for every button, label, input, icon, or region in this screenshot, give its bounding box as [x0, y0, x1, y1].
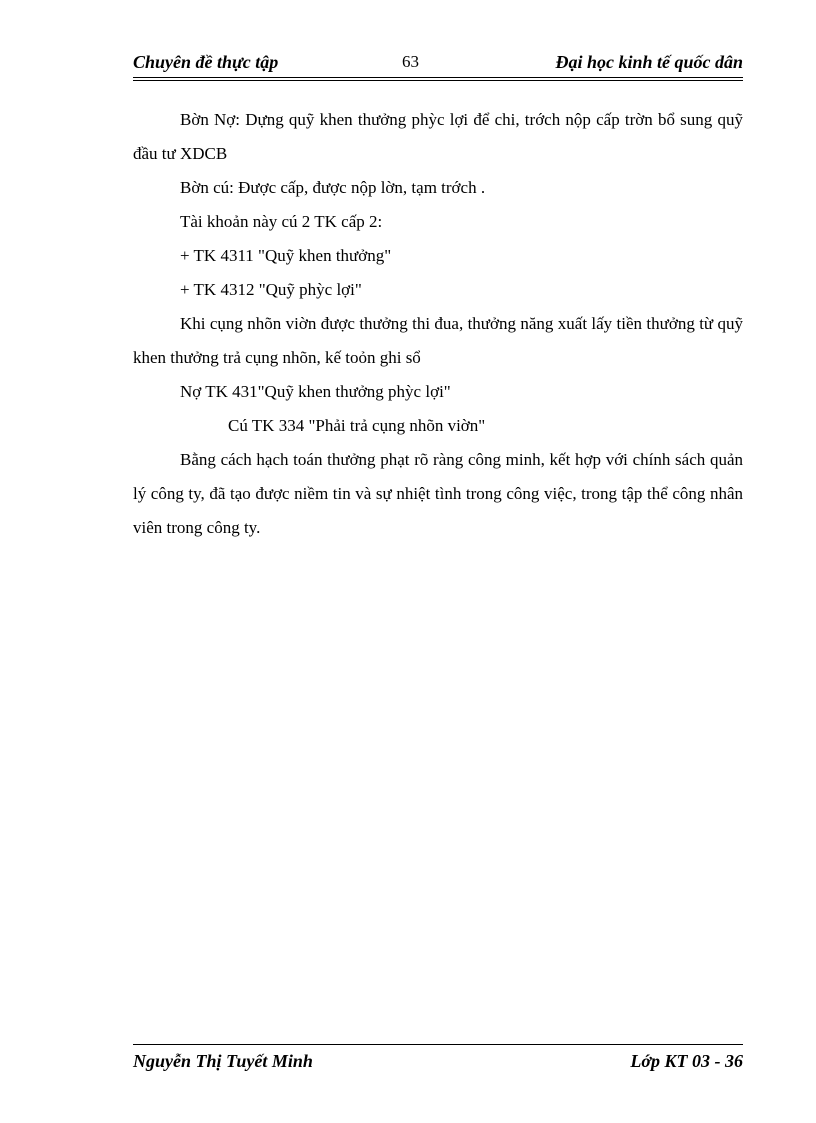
footer-class: Lớp KT 03 - 36 — [630, 1051, 743, 1071]
list-item: + TK 4311 "Quỹ khen thưởng" — [180, 246, 392, 265]
header-divider — [133, 77, 743, 81]
header-right-title: Đại học kinh tế quốc dân — [555, 52, 743, 72]
footer-divider — [133, 1044, 743, 1046]
paragraph: Bằng cách hạch toán thưởng phạt rõ ràng công minh, kết hợp với chính sách quản lý công ty, đã tạo được niềm tin và sự nhiệt tình trong công việc, trong tập thể công nhân viên trong công ty. — [133, 450, 743, 537]
paragraph: Khi cụng nhõn viờn được thưởng thi đua, thưởng năng xuất lấy tiền thưởng từ quỹ khen thưởng trả cụng nhõn, kế toỏn ghi sổ — [133, 314, 743, 367]
journal-debit-line: Nợ TK 431"Quỹ khen thưởng phỳc lợi" — [180, 382, 451, 401]
footer-author: Nguyễn Thị Tuyết Minh — [133, 1051, 313, 1071]
document-body — [133, 103, 743, 545]
page-footer — [133, 1051, 743, 1077]
header-left-title: Chuyên đề thực tập — [133, 52, 279, 72]
paragraph: Bờn Nợ: Dựng quỹ khen thưởng phỳc lợi để chi, trớch nộp cấp trờn bổ sung quỹ đầu tư XDCB — [133, 110, 743, 163]
page-number: 63 — [402, 52, 419, 71]
paragraph: Tài khoản này cú 2 TK cấp 2: — [180, 212, 383, 231]
paragraph: Bờn cú: Được cấp, được nộp lờn, tạm trớch . — [180, 178, 486, 197]
page-header — [133, 50, 743, 76]
journal-credit-line: Cú TK 334 "Phải trả cụng nhõn viờn" — [228, 416, 486, 435]
list-item: + TK 4312 "Quỹ phỳc lợi" — [180, 280, 362, 299]
